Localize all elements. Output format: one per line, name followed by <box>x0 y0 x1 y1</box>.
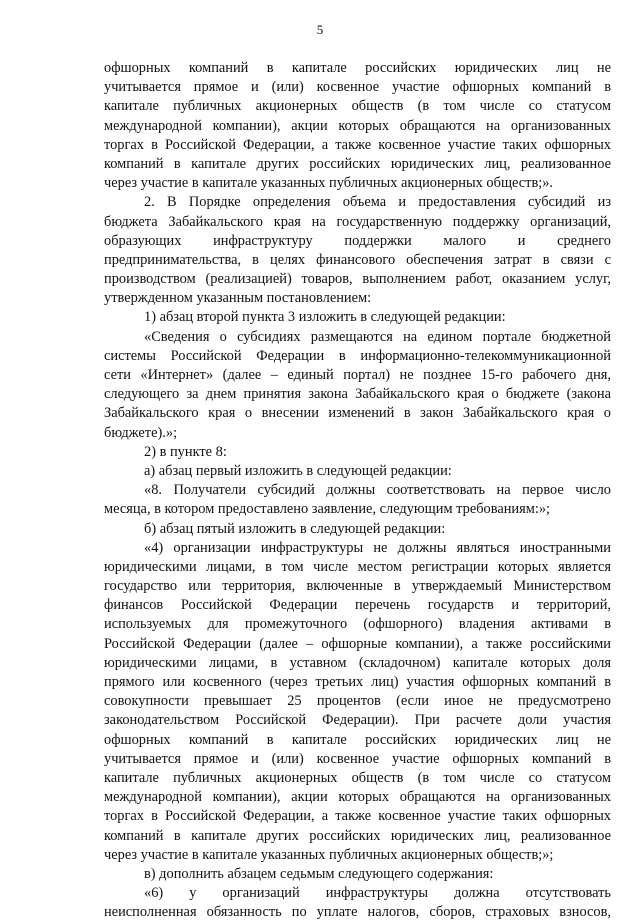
text-line: 1) абзац второй пункта 3 изложить в следующей редакции: <box>144 309 506 326</box>
text-line: месяца, в котором предоставлено заявление, следующим требованиям:»; <box>104 501 551 518</box>
text-line: сети «Интернет» (далее – единый портал) не позднее 15-го рабочего дня, <box>104 367 611 383</box>
text-line: через участие в капитале указанных публичных акционерных обществ;». <box>104 175 554 192</box>
text-line: 2. В Порядке определения объема и предоставления субсидий из <box>144 194 611 211</box>
text-line: бюджета Забайкальского края на государственную поддержку организаций, <box>104 213 611 230</box>
text-line: торгах в Российской Федерации, а также косвенное участие таких офшорных <box>104 136 611 153</box>
text-line: системы Российской Федерации в информационно-телекоммуникационной <box>104 347 611 364</box>
text-line: «6) у организаций инфраструктуры должна отсутствовать <box>144 885 611 902</box>
text-line: юридическими лицами, в уставном (складочном) капитале которых доля <box>104 654 611 671</box>
text-line: офшорных компаний в капитале российских юридических лиц не <box>104 60 611 76</box>
paragraph <box>104 539 611 865</box>
text-line: неисполненная обязанность по уплате налогов, сборов, страховых взносов, <box>104 904 611 921</box>
text-line: используемых для промежуточного (офшорного) владения активами в <box>104 616 611 633</box>
text-line: а) абзац первый изложить в следующей редакции: <box>144 462 452 479</box>
text-line: утвержденном указанным постановлением: <box>104 290 372 307</box>
text-line: Российской Федерации (далее – офшорные компании), а также российскими <box>104 635 611 652</box>
document-body <box>104 59 611 922</box>
paragraph <box>104 443 611 462</box>
text-line: «4) организации инфраструктуры не должны являться иностранными <box>144 539 611 556</box>
text-line: капитале публичных акционерных обществ (в том числе со статусом <box>104 769 611 786</box>
text-line: «8. Получатели субсидий должны соответствовать на первое число <box>144 482 611 499</box>
text-line: юридическими лицами, в том числе местом регистрации которых является <box>104 558 611 575</box>
text-line: финансов Российской Федерации перечень государств и территорий, <box>104 597 611 614</box>
text-line: 2) в пункте 8: <box>144 443 227 460</box>
text-line: компаний в капитале других российских юридических лиц, реализованное <box>104 155 611 172</box>
text-line: производством (реализацией) товаров, выполнением работ, оказанием услуг, <box>104 271 611 288</box>
text-line: капитале публичных акционерных обществ (в том числе со статусом <box>104 98 611 115</box>
text-line: учитывается прямое и (или) косвенное участие офшорных компаний в <box>104 750 611 767</box>
text-line: совокупности превышает 25 процентов (если иное не предусмотрено <box>104 693 611 710</box>
text-line: международной компании), акции которых обращаются на организованных <box>104 117 611 134</box>
text-line: через участие в капитале указанных публичных акционерных обществ;»; <box>104 846 554 863</box>
text-line: международной компании), акции которых обращаются на организованных <box>104 789 611 806</box>
text-line: образующих инфраструктуру поддержки малого и среднего <box>104 232 611 249</box>
paragraph <box>104 520 611 539</box>
text-line: офшорных компаний в капитале российских юридических лиц не <box>104 731 611 748</box>
text-line: государство или территория, включенные в утверждаемый Министерством <box>104 578 611 595</box>
text-line: следующего за днем принятия закона Забайкальского края о бюджете (закона <box>104 386 611 403</box>
paragraph <box>104 865 611 884</box>
text-line: торгах в Российской Федерации, а также косвенное участие таких офшорных <box>104 808 611 825</box>
text-line: Забайкальского края о внесении изменений в закон Забайкальского края о <box>104 405 611 422</box>
paragraph <box>104 193 611 308</box>
text-line: «Сведения о субсидиях размещаются на едином портале бюджетной <box>144 328 611 345</box>
paragraph <box>104 328 611 443</box>
paragraph <box>104 481 611 519</box>
text-line: предпринимательства, в целях финансового обеспечения затрат в связи с <box>104 251 611 268</box>
text-line: б) абзац пятый изложить в следующей редакции: <box>144 520 446 537</box>
paragraph <box>104 59 611 193</box>
text-line: компаний в капитале других российских юридических лиц, реализованное <box>104 827 611 844</box>
paragraph <box>104 308 611 327</box>
text-line: в) дополнить абзацем седьмым следующего содержания: <box>144 865 494 882</box>
paragraph <box>104 462 611 481</box>
text-line: учитывается прямое и (или) косвенное участие офшорных компаний в <box>104 79 611 96</box>
text-line: прямого или косвенного (через третьих лиц) участия офшорных компаний в <box>104 674 611 690</box>
text-line: бюджете).»; <box>104 424 178 441</box>
paragraph <box>104 884 611 922</box>
text-line: законодательством Российской Федерации). При расчете доли участия <box>104 712 611 729</box>
page-number: 5 <box>316 22 324 37</box>
